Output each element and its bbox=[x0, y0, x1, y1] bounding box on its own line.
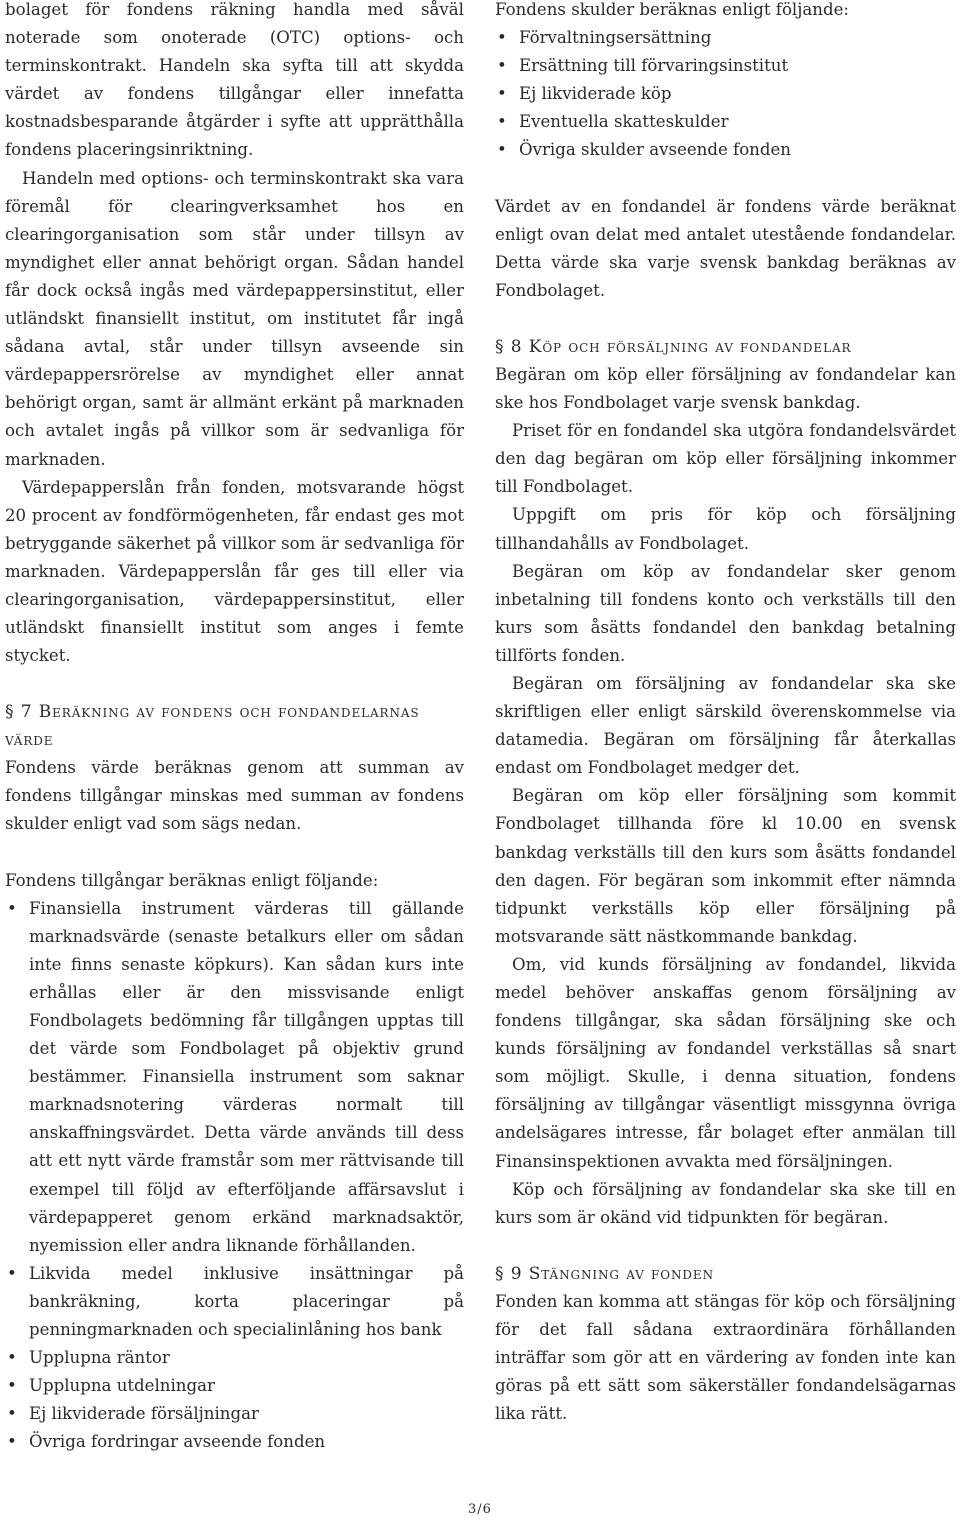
section-8-p2: Priset för en fondandel ska utgöra fondandelsvärdet den dag begäran om köp eller försäljning inkommer till Fondbolaget. bbox=[495, 421, 956, 497]
paragraph-clearing: Handeln med options- och terminskontrakt ska vara föremål för clearingverksamhet hos en clearingorganisation som står under tillsyn av myndighet eller annat behörigt organ. Sådan handel får dock också ingås med värdepappersinstitut, eller utländskt finansiellt institut, om institutet får ingå sådana avtal, står under tillsyn avseende sin värdepappersrörelse av myndighet eller annat behörigt organ, samt är allmänt erkänt på marknaden och avtalet ingås på villkor som är sedvanliga för marknaden. bbox=[5, 168, 464, 469]
bullet-icon: • bbox=[7, 1263, 17, 1283]
bullet-icon: • bbox=[497, 140, 507, 160]
paragraph-share-value: Värdet av en fondandel är fondens värde beräknat enligt ovan delat med antalet utestående fondandelar. Detta värde ska varje svensk bankdag beräknas av Fondbolaget. bbox=[495, 196, 956, 300]
list-item: • Eventuella skatteskulder bbox=[495, 108, 956, 136]
bullet-icon: • bbox=[497, 112, 507, 132]
bullet-icon: • bbox=[7, 1376, 17, 1396]
section-7-intro: Fondens värde beräknas genom att summan av fondens tillgångar minskas med summan av fondens skulder enligt vad som sägs nedan. bbox=[5, 758, 464, 834]
page-number: 3/6 bbox=[468, 1502, 492, 1517]
liabilities-title: Fondens skulder beräknas enligt följande: bbox=[495, 0, 849, 19]
list-item: • Ersättning till förvaringsinstitut bbox=[495, 52, 956, 80]
bullet-icon: • bbox=[7, 1348, 17, 1368]
liabilities-list bbox=[495, 24, 956, 164]
paragraph-options-continued: bolaget för fondens räkning handla med såväl noterade som onoterade (OTC) options- och terminskontrakt. Handeln ska syfta till att skydda värdet av fondens tillgångar eller innefatta kostnadsbesparande åtgärder i syfte att upprätthålla fondens placeringsinriktning. bbox=[5, 0, 464, 160]
section-8-p4: Begäran om köp av fondandelar sker genom inbetalning till fondens konto och verkställs till den kurs som åsätts fondandel den bankdag betalning tillförts fonden. bbox=[495, 561, 956, 665]
list-item: • Ej likviderade köp bbox=[495, 80, 956, 108]
bullet-icon: • bbox=[7, 1404, 17, 1424]
spacer bbox=[5, 670, 464, 698]
section-8-heading: § 8 Köp och försäljning av fondandelar bbox=[495, 336, 852, 357]
spacer bbox=[495, 305, 956, 333]
section-8-p3: Uppgift om pris för köp och försäljning tillhandahålls av Fondbolaget. bbox=[495, 505, 956, 553]
section-8-p7: Om, vid kunds försäljning av fondandel, likvida medel behöver anskaffas genom försäljning av fondens tillgångar, ska sådan försäljning ske och kunds försäljning av fondandel verkställas så snart som möjligt. Skulle, i denna situation, fondens försäljning av tillgångar väsentligt missgynna övriga andelsägares intresse, får bolaget efter anmälan till Finansinspektionen avvakta med försäljningen. bbox=[495, 954, 956, 1171]
bullet-icon: • bbox=[7, 898, 17, 918]
right-column bbox=[495, 0, 956, 1428]
section-7-heading: § 7 Beräkning av fondens och fondandelarnas värde bbox=[5, 702, 420, 751]
list-item: • Upplupna räntor bbox=[5, 1344, 464, 1372]
list-item: • Ej likviderade försäljningar bbox=[5, 1400, 464, 1428]
assets-list bbox=[5, 895, 464, 1457]
list-item: • Upplupna utdelningar bbox=[5, 1372, 464, 1400]
section-8-p6: Begäran om köp eller försäljning som kommit Fondbolaget tillhanda före kl 10.00 en svensk bankdag verkställs till den kurs som åsätts fondandel den dagen. För begäran som inkommit efter nämnda tidpunkt verkställs köp eller försäljning på motsvarande sätt nästkommande bankdag. bbox=[495, 786, 956, 946]
list-item: • Likvida medel inklusive insättningar på bankräkning, korta placeringar på penningmarknaden och specialinlåning hos bank bbox=[5, 1260, 464, 1344]
spacer bbox=[495, 165, 956, 193]
assets-title: Fondens tillgångar beräknas enligt följande: bbox=[5, 870, 379, 890]
section-8-p1: Begäran om köp eller försäljning av fondandelar kan ske hos Fondbolaget varje svensk bankdag. bbox=[495, 364, 956, 413]
bullet-icon: • bbox=[497, 56, 507, 76]
bullet-icon: • bbox=[7, 1432, 17, 1452]
section-9-p1: Fonden kan komma att stängas för köp och försäljning för det fall sådana extraordinära förhållanden inträffar som gör att en värdering av fonden inte kan göras på ett sätt som säkerställer fondandelsägarnas lika rätt. bbox=[495, 1291, 956, 1424]
spacer bbox=[495, 1232, 956, 1260]
bullet-icon: • bbox=[497, 84, 507, 104]
section-8-p5: Begäran om försäljning av fondandelar ska ske skriftligen eller enligt särskild överenskommelse via datamedia. Begäran om försäljning får återkallas endast om Fondbolaget medger det. bbox=[495, 673, 956, 778]
paragraph-securities-lending: Värdepapperslån från fonden, motsvarande högst 20 procent av fondförmögenheten, får endast ges mot betryggande säkerhet på villkor som är sedvanliga för marknaden. Värdepapperslån får ges till eller via clearingorganisation, värdepappersinstitut, eller utländskt finansiellt institut som anges i femte stycket. bbox=[5, 477, 464, 666]
list-item: • Övriga fordringar avseende fonden bbox=[5, 1428, 464, 1456]
spacer bbox=[5, 839, 464, 867]
bullet-icon: • bbox=[497, 28, 507, 48]
list-item: • Övriga skulder avseende fonden bbox=[495, 136, 956, 164]
section-8-p8: Köp och försäljning av fondandelar ska ske till en kurs som är okänd vid tidpunkten för begäran. bbox=[495, 1179, 956, 1227]
list-item: • Finansiella instrument värderas till gällande marknadsvärde (senaste betalkurs eller om sådan inte finns senaste köpkurs). Kan sådan kurs inte erhållas eller är den missvisande enligt Fondbolagets bedömning får tillgången upptas till det värde som Fondbolaget på objektiv grund bestämmer. Finansiella instrument som saknar marknadsnotering värderas normalt till anskaffningsvärdet. Detta värde används till dess att ett nytt värde framstår som mer rättvisande till exempel till följd av efterföljande affärsavslut i värdepapperet genom erkänd marknadsaktör, nyemission eller andra liknande förhållanden. bbox=[5, 895, 464, 1260]
list-item: • Förvaltningsersättning bbox=[495, 24, 956, 52]
left-column bbox=[5, 0, 464, 1457]
section-9-heading: § 9 Stängning av fonden bbox=[495, 1263, 714, 1284]
